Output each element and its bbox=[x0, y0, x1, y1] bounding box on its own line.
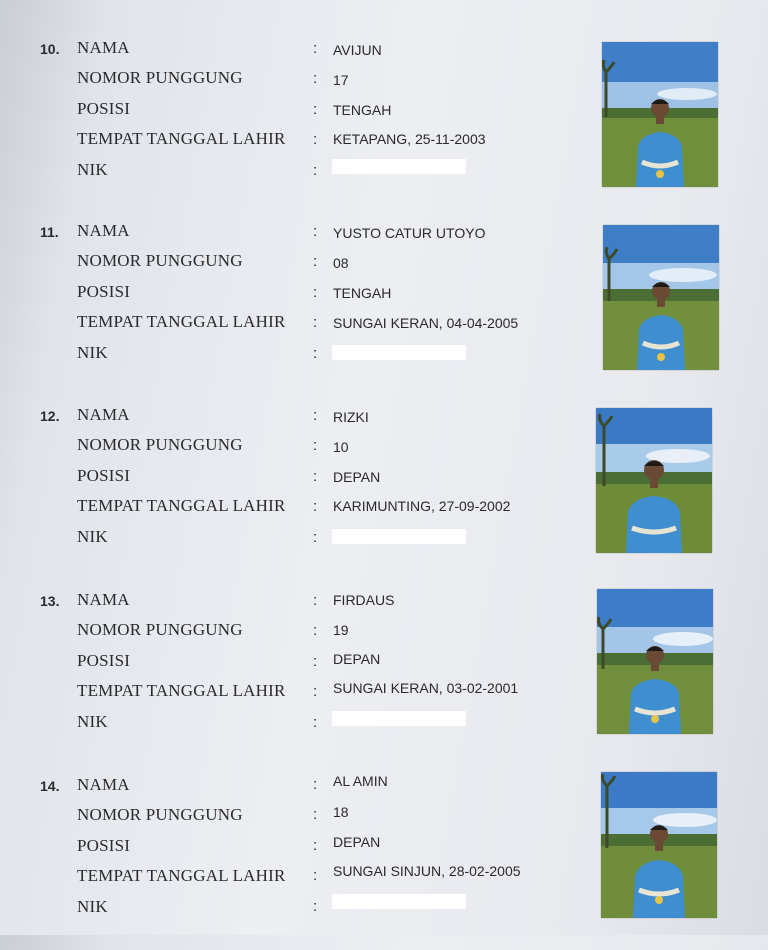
colon: : bbox=[313, 592, 318, 609]
entry-number: 10. bbox=[40, 41, 60, 57]
colon: : bbox=[313, 407, 318, 424]
label-nik: NIK bbox=[77, 712, 108, 731]
colon: : bbox=[313, 345, 318, 362]
player-photo bbox=[597, 589, 713, 734]
player-entry bbox=[0, 217, 768, 397]
value-posisi: DEPAN bbox=[333, 651, 381, 667]
value-nomor-punggung: 17 bbox=[333, 72, 349, 88]
label-nama: NAMA bbox=[77, 775, 130, 794]
value-nama: FIRDAUS bbox=[333, 592, 395, 608]
value-nama: AL AMIN bbox=[333, 773, 388, 789]
label-posisi: POSISI bbox=[77, 99, 131, 118]
value-posisi: TENGAH bbox=[333, 285, 392, 301]
player-photo bbox=[602, 42, 718, 187]
label-nomor-punggung: NOMOR PUNGGUNG bbox=[77, 251, 243, 270]
player-photo bbox=[596, 408, 712, 553]
colon: : bbox=[313, 498, 318, 515]
colon: : bbox=[313, 101, 318, 118]
nik-redaction bbox=[332, 711, 466, 726]
label-nik: NIK bbox=[77, 527, 108, 546]
value-posisi: DEPAN bbox=[333, 834, 381, 850]
label-nomor-punggung: NOMOR PUNGGUNG bbox=[77, 68, 243, 87]
label-nik: NIK bbox=[77, 343, 108, 362]
player-entry bbox=[0, 34, 768, 214]
value-nama: AVIJUN bbox=[333, 42, 382, 58]
value-nama: YUSTO CATUR UTOYO bbox=[333, 225, 486, 241]
colon: : bbox=[313, 529, 318, 546]
player-photo-image bbox=[603, 225, 719, 370]
entry-number: 13. bbox=[40, 593, 60, 609]
value-nomor-punggung: 08 bbox=[333, 255, 349, 271]
entry-number: 14. bbox=[40, 778, 60, 794]
label-nomor-punggung: NOMOR PUNGGUNG bbox=[77, 620, 243, 639]
nik-redaction bbox=[332, 159, 466, 174]
value-nama: RIZKI bbox=[333, 409, 369, 425]
entry-number: 11. bbox=[40, 224, 59, 240]
colon: : bbox=[313, 40, 318, 57]
colon: : bbox=[313, 898, 318, 915]
player-entry bbox=[0, 401, 768, 581]
value-nomor-punggung: 10 bbox=[333, 439, 349, 455]
label-nik: NIK bbox=[77, 897, 108, 916]
colon: : bbox=[313, 867, 318, 884]
colon: : bbox=[313, 683, 318, 700]
player-entry bbox=[0, 770, 768, 950]
colon: : bbox=[313, 714, 318, 731]
value-ttl: KETAPANG, 25-11-2003 bbox=[333, 131, 486, 147]
colon: : bbox=[313, 162, 318, 179]
colon: : bbox=[313, 806, 318, 823]
nik-redaction bbox=[332, 529, 466, 544]
colon: : bbox=[313, 253, 318, 270]
entry-number: 12. bbox=[40, 408, 60, 424]
label-ttl: TEMPAT TANGGAL LAHIR bbox=[77, 496, 286, 515]
value-posisi: TENGAH bbox=[333, 102, 392, 118]
value-ttl: KARIMUNTING, 27-09-2002 bbox=[333, 498, 511, 514]
label-nama: NAMA bbox=[77, 405, 130, 424]
nik-redaction bbox=[332, 345, 466, 360]
colon: : bbox=[313, 223, 318, 240]
player-photo-image bbox=[597, 589, 713, 734]
label-nomor-punggung: NOMOR PUNGGUNG bbox=[77, 435, 243, 454]
value-ttl: SUNGAI SINJUN, 28-02-2005 bbox=[333, 863, 521, 879]
label-ttl: TEMPAT TANGGAL LAHIR bbox=[77, 681, 286, 700]
label-posisi: POSISI bbox=[77, 466, 131, 485]
player-photo-image bbox=[596, 408, 712, 553]
colon: : bbox=[313, 837, 318, 854]
label-posisi: POSISI bbox=[77, 836, 131, 855]
player-photo bbox=[601, 772, 717, 918]
colon: : bbox=[313, 70, 318, 87]
player-photo-image bbox=[602, 42, 718, 187]
value-posisi: DEPAN bbox=[333, 469, 381, 485]
label-posisi: POSISI bbox=[77, 651, 131, 670]
colon: : bbox=[313, 468, 318, 485]
label-nama: NAMA bbox=[77, 221, 130, 240]
value-ttl: SUNGAI KERAN, 03-02-2001 bbox=[333, 680, 519, 696]
player-photo bbox=[603, 225, 719, 370]
colon: : bbox=[313, 622, 318, 639]
nik-redaction bbox=[332, 894, 466, 909]
label-nama: NAMA bbox=[77, 38, 130, 57]
label-nomor-punggung: NOMOR PUNGGUNG bbox=[77, 805, 243, 824]
label-posisi: POSISI bbox=[77, 282, 131, 301]
colon: : bbox=[313, 131, 318, 148]
player-entry bbox=[0, 586, 768, 766]
label-ttl: TEMPAT TANGGAL LAHIR bbox=[77, 129, 286, 148]
value-nomor-punggung: 18 bbox=[333, 804, 349, 820]
colon: : bbox=[313, 314, 318, 331]
label-ttl: TEMPAT TANGGAL LAHIR bbox=[77, 312, 286, 331]
value-nomor-punggung: 19 bbox=[333, 622, 349, 638]
colon: : bbox=[313, 776, 318, 793]
colon: : bbox=[313, 284, 318, 301]
label-nama: NAMA bbox=[77, 590, 130, 609]
value-ttl: SUNGAI KERAN, 04-04-2005 bbox=[333, 315, 519, 331]
player-photo-image bbox=[601, 772, 717, 918]
label-nik: NIK bbox=[77, 160, 108, 179]
colon: : bbox=[313, 653, 318, 670]
colon: : bbox=[313, 437, 318, 454]
label-ttl: TEMPAT TANGGAL LAHIR bbox=[77, 866, 286, 885]
